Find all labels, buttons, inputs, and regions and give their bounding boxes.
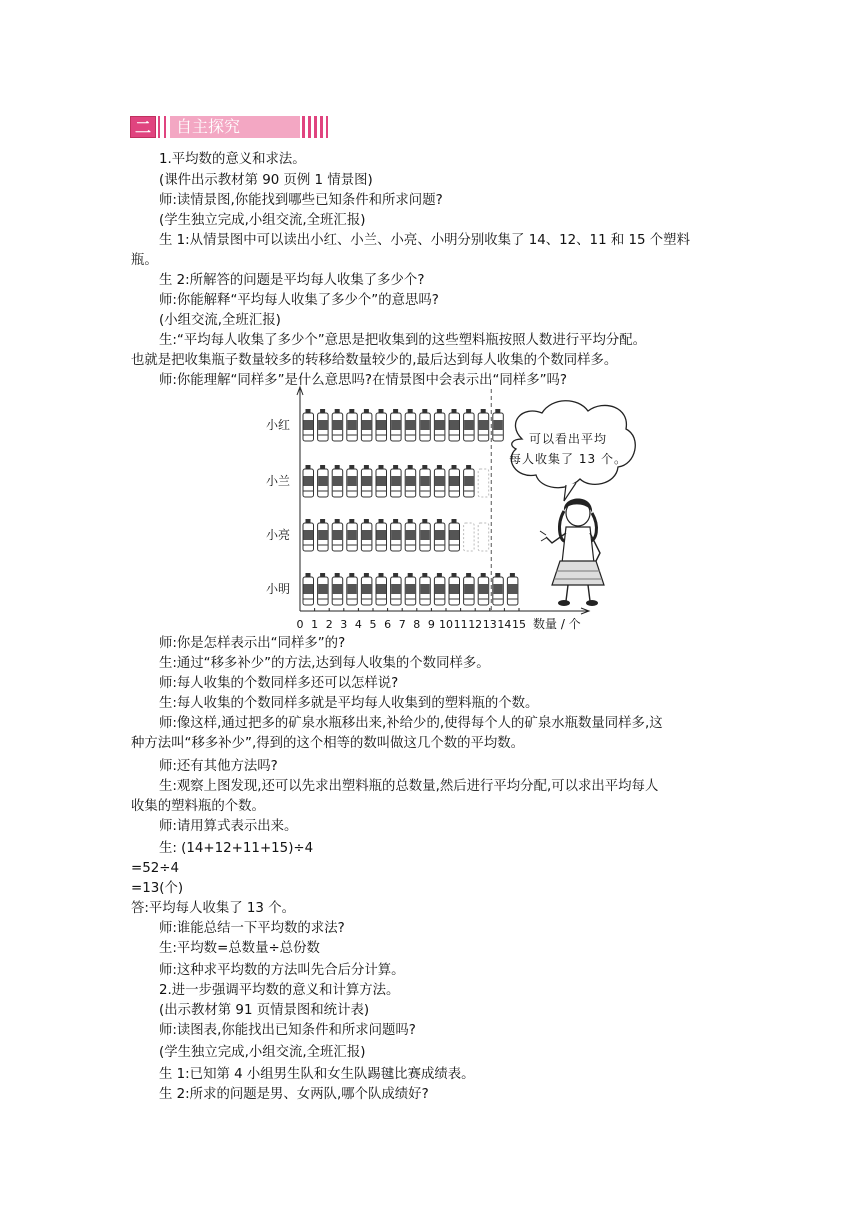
- bottle-cap: [379, 573, 384, 577]
- paragraph-line: (小组交流,全班汇报): [159, 313, 281, 328]
- paragraph-line: 生:每人收集的个数同样多就是平均每人收集到的塑料瓶的个数。: [159, 696, 539, 711]
- bottle-label-band: [333, 420, 343, 430]
- paragraph-line: 师:你是怎样表示出“同样多”的?: [159, 636, 346, 651]
- bottle-cap: [335, 573, 340, 577]
- girl-shoe-left: [558, 600, 570, 606]
- paragraph-line: 也就是把收集瓶子数量较多的转移给数量较少的,最后达到每人收集的个数同样多。: [131, 353, 618, 368]
- row-label: 小亮: [265, 528, 290, 542]
- bottle-cap: [320, 573, 325, 577]
- bottle-cap: [364, 465, 369, 469]
- x-tick-label: 10: [439, 618, 453, 631]
- bottle-label-band: [304, 584, 314, 594]
- paragraph-line: 生 2:所求的问题是男、女两队,哪个队成绩好?: [159, 1087, 429, 1102]
- bottle-label-band: [420, 530, 430, 540]
- bottle-label-band: [435, 584, 445, 594]
- bottle-label-band: [333, 476, 343, 486]
- bottle-cap: [364, 409, 369, 413]
- bottle-cap: [335, 409, 340, 413]
- bottle-cap: [320, 465, 325, 469]
- bottle-label-band: [450, 420, 460, 430]
- x-tick-label: 8: [413, 618, 421, 631]
- bottle-chart-figure: [260, 385, 640, 637]
- section-divider: [158, 116, 166, 138]
- bottle-cap: [481, 409, 486, 413]
- bottle-label-band: [479, 420, 489, 430]
- x-tick-label: 13: [482, 618, 497, 631]
- moved-bottle-outline: [464, 523, 475, 551]
- paragraph-line: 师:请用算式表示出来。: [159, 819, 298, 834]
- bottle-label-band: [420, 584, 430, 594]
- paragraph-line: (学生独立完成,小组交流,全班汇报): [159, 1045, 366, 1060]
- bottle-label-band: [362, 584, 372, 594]
- bottle-label-band: [391, 530, 401, 540]
- girl-legs: [566, 585, 590, 601]
- bottle-label-band: [493, 584, 503, 594]
- moved-bottle-outline: [478, 523, 489, 551]
- paragraph-line: 生:平均数=总数量÷总份数: [159, 941, 320, 956]
- bottle-cap: [452, 573, 457, 577]
- bottle-label-band: [464, 584, 474, 594]
- x-axis-label: 数量 / 个: [533, 617, 581, 631]
- bottle-label-band: [318, 420, 328, 430]
- answer-line: 答:平均每人收集了 13 个。: [131, 901, 295, 916]
- bottle-cap: [320, 519, 325, 523]
- bottle-label-band: [304, 476, 314, 486]
- bottle-cap: [306, 465, 311, 469]
- bottle-cap: [422, 573, 427, 577]
- x-tick-label: 1: [311, 618, 319, 631]
- bottle-cap: [379, 409, 384, 413]
- bottle-label-band: [420, 476, 430, 486]
- bottle-label-band: [362, 420, 372, 430]
- bottle-label-band: [435, 476, 445, 486]
- paragraph-line: 生:通过“移多补少”的方法,达到每人收集的个数同样多。: [159, 656, 490, 671]
- bottle-cap: [364, 519, 369, 523]
- bottle-label-band: [464, 476, 474, 486]
- bottle-label-band: [391, 420, 401, 430]
- paragraph-line: 生 2:所解答的问题是平均每人收集了多少个?: [159, 273, 425, 288]
- bottle-label-band: [391, 476, 401, 486]
- paragraph-line: 师:还有其他方法吗?: [159, 759, 278, 774]
- bottle-cap: [349, 465, 354, 469]
- paragraph-line: 1.平均数的意义和求法。: [159, 152, 306, 167]
- bottle-label-band: [304, 420, 314, 430]
- bottle-label-band: [362, 530, 372, 540]
- bottle-cap: [437, 465, 442, 469]
- bottle-cap: [393, 465, 398, 469]
- bottle-label-band: [333, 584, 343, 594]
- bottle-cap: [452, 519, 457, 523]
- bottle-label-band: [479, 584, 489, 594]
- paragraph-line: 师:你能解释“平均每人收集了多少个”的意思吗?: [159, 293, 439, 308]
- bottle-label-band: [435, 530, 445, 540]
- bottle-label-band: [318, 584, 328, 594]
- bottle-label-band: [450, 530, 460, 540]
- bottle-label-band: [347, 420, 357, 430]
- bottle-cap: [349, 519, 354, 523]
- bottle-cap: [495, 409, 500, 413]
- x-tick-label: 2: [325, 618, 333, 631]
- bottle-label-band: [377, 420, 387, 430]
- bottle-cap: [408, 519, 413, 523]
- bottle-cap: [437, 519, 442, 523]
- bottle-cap: [349, 573, 354, 577]
- bottle-label-band: [406, 530, 416, 540]
- bottle-label-band: [435, 420, 445, 430]
- paragraph-line: 师:像这样,通过把多的矿泉水瓶移出来,补给少的,使得每个人的矿泉水瓶数量同样多,这: [159, 716, 663, 731]
- girl-skirt: [552, 561, 604, 585]
- bottle-cap: [466, 573, 471, 577]
- bottle-cap: [393, 573, 398, 577]
- bottle-label-band: [304, 530, 314, 540]
- row-label: 小红: [265, 418, 290, 432]
- bottle-cap: [437, 573, 442, 577]
- bottle-cap: [335, 519, 340, 523]
- bottle-label-band: [406, 584, 416, 594]
- x-tick-label: 5: [369, 618, 377, 631]
- bottle-label-band: [377, 476, 387, 486]
- bottle-label-band: [493, 420, 503, 430]
- bottle-cap: [466, 409, 471, 413]
- bottle-cap: [364, 573, 369, 577]
- bottle-cap: [437, 409, 442, 413]
- bottle-label-band: [406, 420, 416, 430]
- bottle-cap: [510, 573, 515, 577]
- paragraph-line: 种方法叫“移多补少”,得到的这个相等的数叫做这几个数的平均数。: [131, 736, 525, 751]
- bottle-label-band: [347, 530, 357, 540]
- x-tick-label: 0: [296, 618, 304, 631]
- bottle-cap: [452, 465, 457, 469]
- girl-shirt: [562, 527, 594, 563]
- paragraph-line: 师:读情景图,你能找到哪些已知条件和所求问题?: [159, 193, 443, 208]
- x-tick-label: 14: [497, 618, 512, 631]
- bottle-label-band: [333, 530, 343, 540]
- bottle-cap: [495, 573, 500, 577]
- bottle-cap: [481, 573, 486, 577]
- paragraph-line: 生 1:已知第 4 小组男生队和女生队踢毽比赛成绩表。: [159, 1067, 475, 1082]
- paragraph-line: (课件出示教材第 90 页例 1 情景图): [159, 173, 373, 188]
- speech-bubble-tail: [564, 483, 576, 501]
- bottle-cap: [393, 409, 398, 413]
- bottle-cap: [335, 465, 340, 469]
- bottle-label-band: [508, 584, 518, 594]
- girl-shoe-right: [586, 600, 598, 606]
- section-header-stripes: [302, 116, 328, 138]
- bottle-cap: [306, 409, 311, 413]
- x-tick-label: 11: [453, 618, 468, 631]
- formula-line: =52÷4: [131, 861, 179, 876]
- speech-bubble-line: 可以看出平均: [528, 432, 607, 446]
- x-tick-label: 7: [398, 618, 406, 631]
- bottle-cap: [349, 409, 354, 413]
- bottle-cap: [320, 409, 325, 413]
- paragraph-line: 师:谁能总结一下平均数的求法?: [159, 921, 345, 936]
- paragraph-line: 师:每人收集的个数同样多还可以怎样说?: [159, 676, 399, 691]
- bottle-cap: [452, 409, 457, 413]
- paragraph-line: 生:“平均每人收集了多少个”意思是把收集到的这些塑料瓶按照人数进行平均分配。: [159, 333, 647, 348]
- x-tick-label: 3: [340, 618, 348, 631]
- bottle-label-band: [450, 584, 460, 594]
- paragraph-line: 2.进一步强调平均数的意义和计算方法。: [159, 983, 400, 998]
- x-tick-label: 4: [354, 618, 362, 631]
- row-label: 小明: [265, 582, 290, 596]
- bottle-cap: [466, 465, 471, 469]
- bottle-cap: [422, 465, 427, 469]
- bottle-label-band: [318, 476, 328, 486]
- bottle-label-band: [347, 476, 357, 486]
- speech-bubble-line: 每人收集了 13 个。: [509, 452, 627, 466]
- bottle-cap: [408, 573, 413, 577]
- bottle-label-band: [450, 476, 460, 486]
- moved-bottle-outline: [478, 469, 489, 497]
- paragraph-line: 师:这种求平均数的方法叫先合后分计算。: [159, 963, 405, 978]
- x-tick-label: 15: [512, 618, 526, 631]
- paragraph-line: (学生独立完成,小组交流,全班汇报): [159, 213, 366, 228]
- bottle-label-band: [362, 476, 372, 486]
- bottle-cap: [422, 409, 427, 413]
- bottle-cap: [306, 573, 311, 577]
- bottle-cap: [379, 465, 384, 469]
- paragraph-line: 生:观察上图发现,还可以先求出塑料瓶的总数量,然后进行平均分配,可以求出平均每人: [159, 779, 659, 794]
- bottle-cap: [408, 465, 413, 469]
- bottle-label-band: [318, 530, 328, 540]
- section-number: 二: [130, 116, 156, 138]
- bottle-cap: [393, 519, 398, 523]
- row-label: 小兰: [265, 474, 290, 488]
- paragraph-line: 瓶。: [131, 253, 158, 268]
- bottle-cap: [408, 409, 413, 413]
- bottle-cap: [379, 519, 384, 523]
- paragraph-line: 师:读图表,你能找出已知条件和所求问题吗?: [159, 1023, 416, 1038]
- bottle-label-band: [391, 584, 401, 594]
- x-tick-label: 12: [468, 618, 483, 631]
- bottle-label-band: [347, 584, 357, 594]
- paragraph-line: (出示教材第 91 页情景图和统计表): [159, 1003, 370, 1018]
- bottle-label-band: [406, 476, 416, 486]
- x-tick-label: 9: [427, 618, 435, 631]
- bottle-chart: [260, 385, 640, 637]
- paragraph-line: 师:你能理解“同样多”是什么意思吗?在情景图中会表示出“同样多”吗?: [159, 373, 568, 388]
- bottle-label-band: [377, 584, 387, 594]
- bottle-cap: [422, 519, 427, 523]
- girl-hand-motion: [540, 531, 546, 541]
- x-tick-label: 6: [384, 618, 392, 631]
- bottle-label-band: [377, 530, 387, 540]
- paragraph-line: 生 1:从情景图中可以读出小红、小兰、小亮、小明分别收集了 14、12、11 和 15 个塑料: [159, 233, 690, 248]
- paragraph-line: 收集的塑料瓶的个数。: [131, 799, 265, 814]
- section-title: 自主探究: [176, 117, 241, 136]
- formula-line: =13(个): [131, 881, 184, 896]
- bottle-label-band: [464, 420, 474, 430]
- section-header: [130, 116, 328, 138]
- bottle-cap: [306, 519, 311, 523]
- bottle-label-band: [420, 420, 430, 430]
- formula-line: 生: (14+12+11+15)÷4: [159, 841, 314, 856]
